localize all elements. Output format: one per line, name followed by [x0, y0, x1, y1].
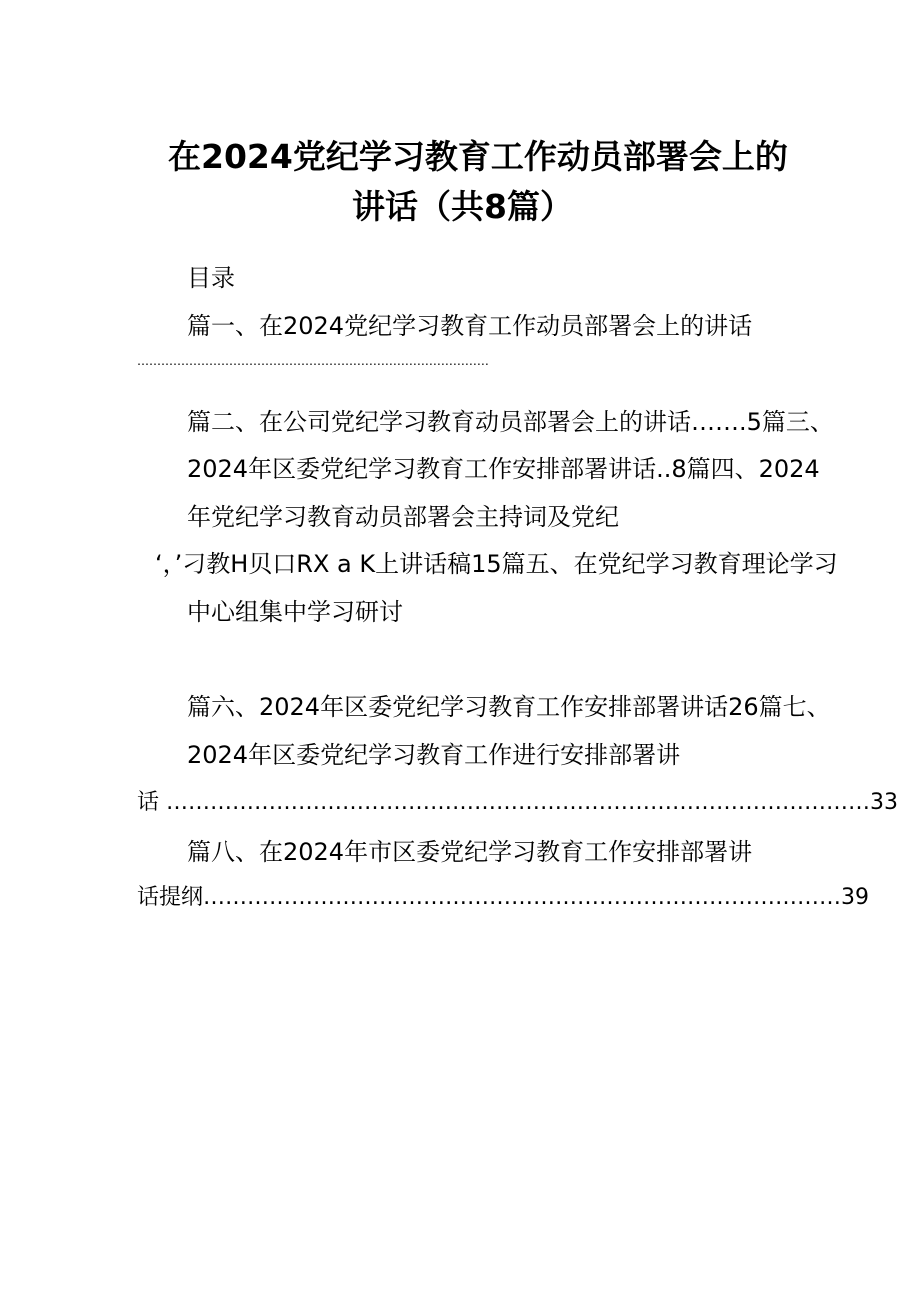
toc-line-with-page-number: 话提纲……………………………………………………………………………39	[137, 885, 869, 910]
toc-line: ‘，’刁教H贝口RX a K上讲话稿15篇五、在党纪学习教育理论学习	[155, 550, 838, 578]
toc-line: 2024年区委党纪学习教育工作安排部署讲话..8篇四、2024	[187, 455, 820, 483]
toc-line: 年党纪学习教育动员部署会主持词及党纪	[187, 503, 619, 531]
toc-line: 篇六、2024年区委党纪学习教育工作安排部署讲话26篇七、	[187, 693, 831, 721]
toc-line: 篇二、在公司党纪学习教育动员部署会上的讲话…….5篇三、	[187, 408, 834, 436]
document-title-line-1: 在2024党纪学习教育工作动员部署会上的	[168, 137, 788, 176]
document-title-line-2: 讲话（共8篇）	[352, 187, 573, 226]
toc-line: 2024年区委党纪学习教育工作进行安排部署讲	[187, 741, 681, 769]
toc-line-with-page-number: 话 ……………………………………………………………………………………33	[137, 790, 898, 815]
toc-heading: 目录	[187, 264, 235, 292]
toc-line: 篇一、在2024党纪学习教育工作动员部署会上的讲话	[187, 312, 753, 340]
toc-line: 中心组集中学习研讨	[187, 598, 403, 626]
toc-leader-dots: ……………………………………………….……………………………	[137, 354, 489, 368]
toc-line: 篇八、在2024年市区委党纪学习教育工作安排部署讲	[187, 838, 753, 866]
